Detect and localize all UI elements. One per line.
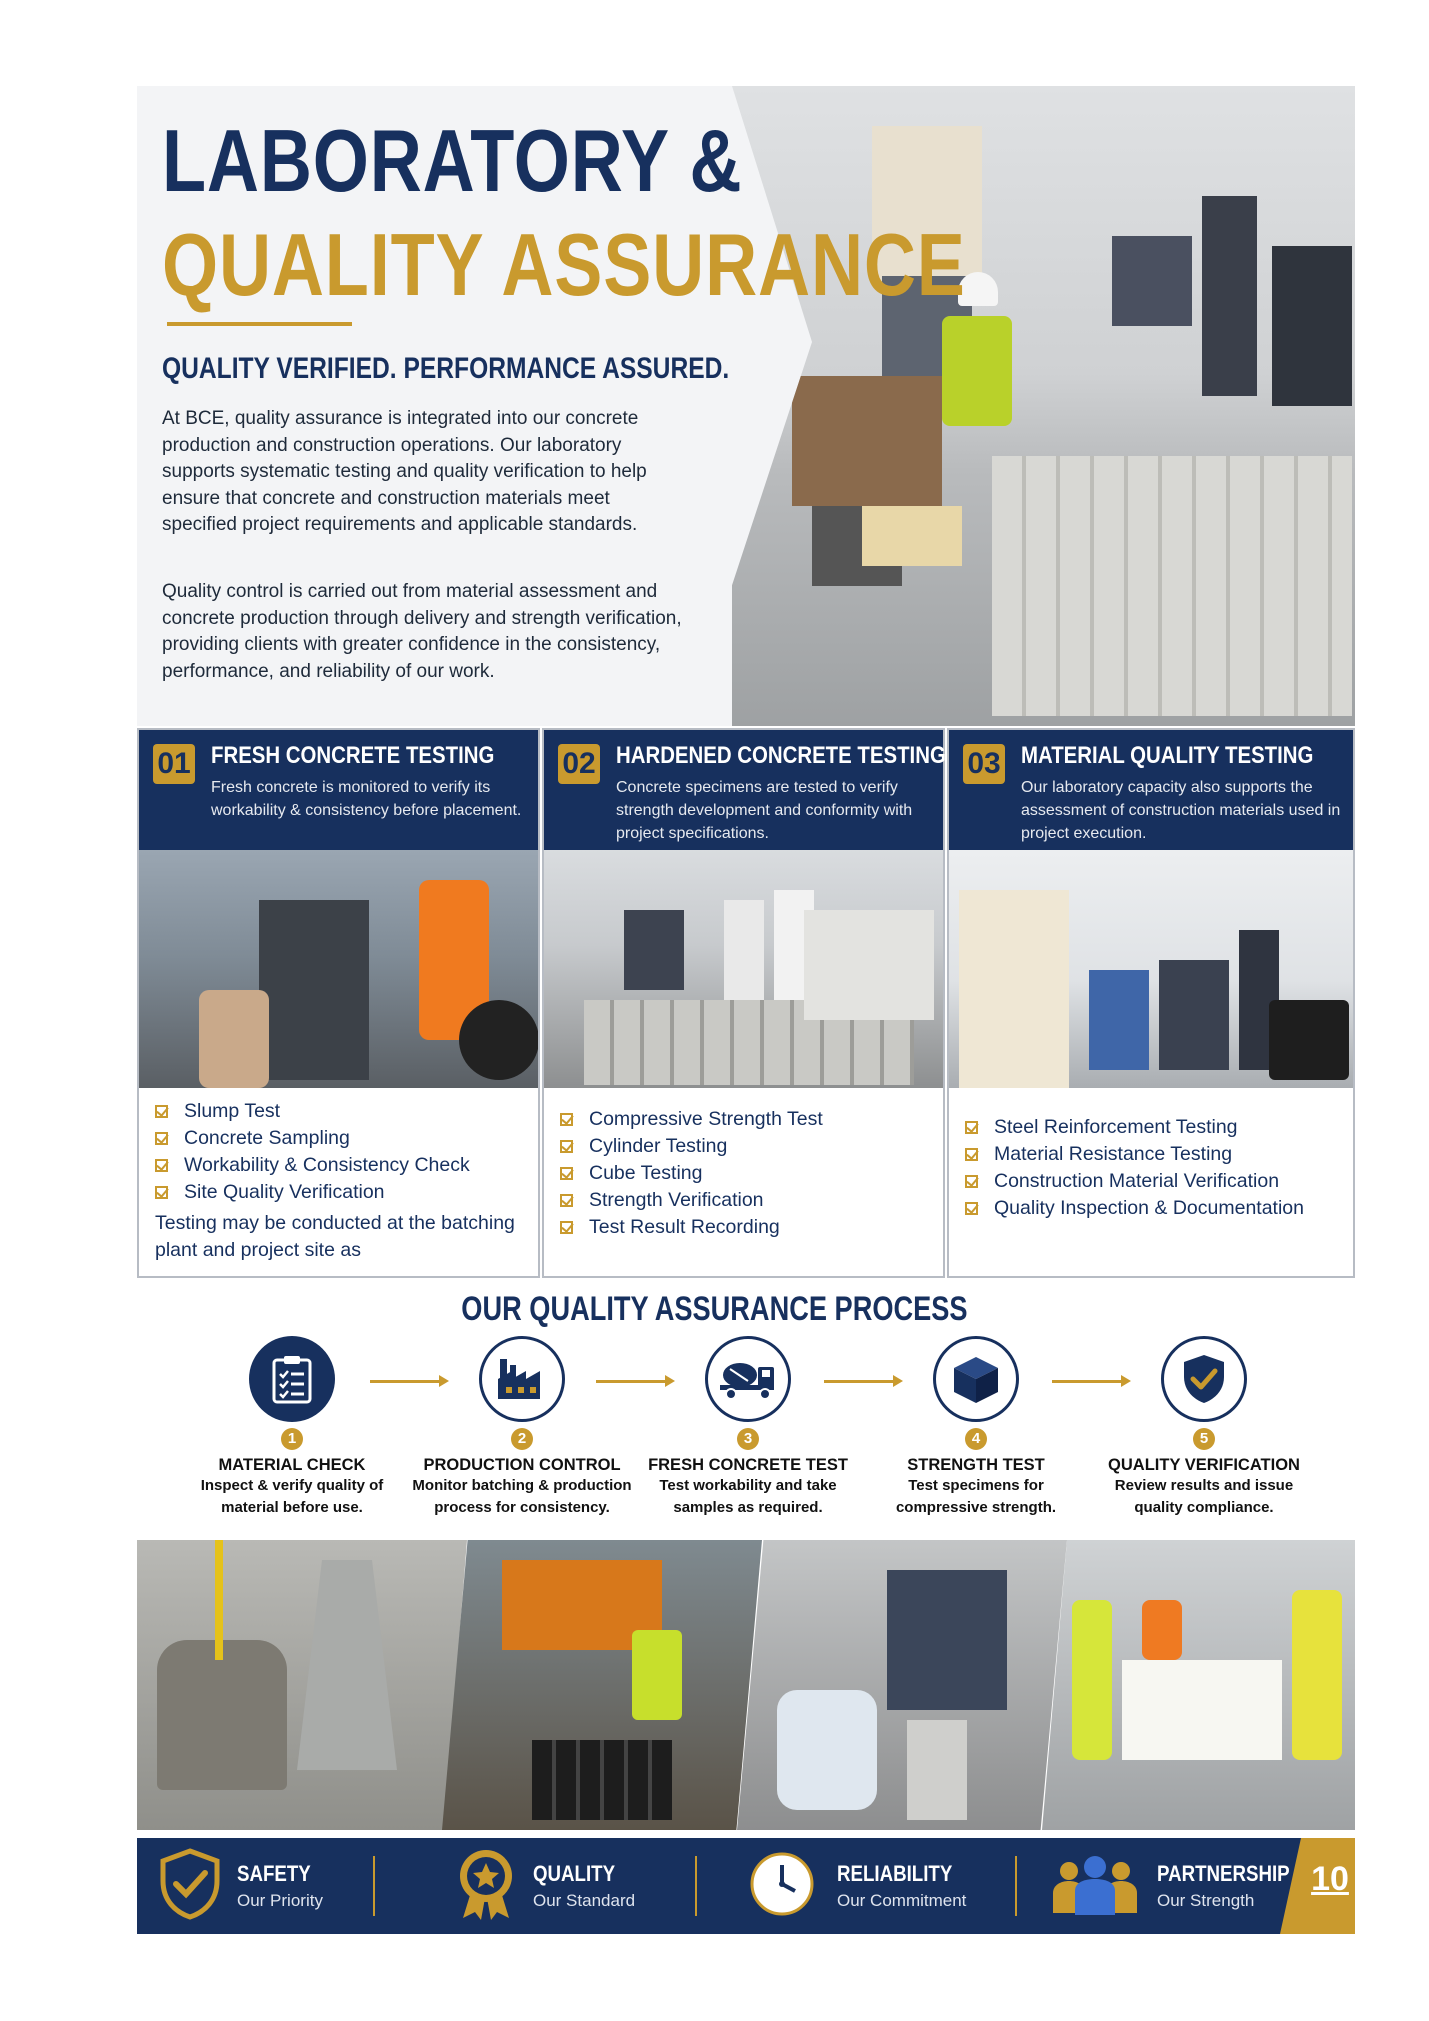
process-step-material-check xyxy=(182,1336,402,1519)
step-title: PRODUCTION CONTROL xyxy=(423,1456,621,1474)
step-number: 3 xyxy=(737,1428,759,1450)
step-description: material before use. xyxy=(221,1499,363,1516)
card-title: HARDENED CONCRETE TESTING xyxy=(616,742,946,769)
concrete-mixer-truck-icon xyxy=(705,1336,791,1422)
step-description: samples as required. xyxy=(673,1499,823,1516)
checklist xyxy=(560,1106,940,1241)
card-number-badge: 02 xyxy=(558,744,600,784)
card-description: Our laboratory capacity also supports the assessment of construction materials used in project execution. xyxy=(1021,779,1341,842)
intro-paragraph-2: Quality control is carried out from material assessment and concrete production through delivery and strength verification, providing clients with greater confidence in the consistency, performance, and reliability of our work. xyxy=(162,581,682,682)
card-description: Concrete specimens are tested to verify strength development and conformity with project specifications. xyxy=(616,779,913,842)
list-item: Steel Reinforcement Testing xyxy=(965,1114,1345,1141)
title-divider xyxy=(167,322,352,326)
checkbox-icon xyxy=(965,1121,978,1134)
list-item: Strength Verification xyxy=(560,1187,940,1214)
process-step-fresh-concrete-test xyxy=(638,1336,858,1519)
hero-title-line1: LABORATORY & xyxy=(162,111,743,210)
footer-title: QUALITY xyxy=(533,1861,616,1886)
card-fresh-concrete xyxy=(137,728,540,1278)
step-title: MATERIAL CHECK xyxy=(218,1456,366,1474)
checkbox-icon xyxy=(560,1194,573,1207)
process-title: OUR QUALITY ASSURANCE PROCESS xyxy=(461,1290,968,1328)
card-hardened-concrete xyxy=(542,728,945,1278)
card-title: MATERIAL QUALITY TESTING xyxy=(1021,742,1314,769)
hero-tagline: QUALITY VERIFIED. PERFORMANCE ASSURED. xyxy=(162,352,730,385)
process-step-strength-test xyxy=(866,1336,1086,1519)
checkbox-icon xyxy=(155,1105,168,1118)
slump-test-photo xyxy=(139,850,538,1088)
clock-icon xyxy=(749,1851,815,1922)
checkbox-icon xyxy=(560,1113,573,1126)
step-title: FRESH CONCRETE TEST xyxy=(648,1456,848,1474)
shield-check-icon xyxy=(1161,1336,1247,1422)
checkbox-icon xyxy=(155,1186,168,1199)
checkbox-icon xyxy=(155,1132,168,1145)
step-description: Monitor batching & production xyxy=(412,1477,632,1494)
list-item: Material Resistance Testing xyxy=(965,1141,1345,1168)
step-number: 5 xyxy=(1193,1428,1215,1450)
laboratory-photo xyxy=(732,86,1355,726)
factory-icon xyxy=(479,1336,565,1422)
intro-paragraph-1: At BCE, quality assurance is integrated into our concrete production and construction operations. Our laboratory supports systematic testing and quality verification to help ensure that concrete and construction materials meet specified project requirements and applicable standards. xyxy=(162,408,647,535)
step-description: compressive strength. xyxy=(895,1499,1057,1516)
footer-subtitle: Our Commitment xyxy=(837,1891,967,1910)
step-description: Inspect & verify quality of xyxy=(200,1477,384,1494)
list-item: Concrete Sampling xyxy=(155,1125,535,1152)
clipboard-checklist-icon xyxy=(249,1336,335,1422)
checkbox-icon xyxy=(560,1221,573,1234)
checkbox-icon xyxy=(560,1167,573,1180)
slump-cone-photo xyxy=(137,1540,467,1830)
footer-title: SAFETY xyxy=(237,1861,311,1886)
footer-divider xyxy=(373,1856,375,1916)
list-item: Slump Test xyxy=(155,1098,535,1125)
step-title: STRENGTH TEST xyxy=(907,1456,1045,1474)
hero-title-line2: QUALITY ASSURANCE xyxy=(162,215,966,314)
list-item: Cylinder Testing xyxy=(560,1133,940,1160)
footer-subtitle: Our Standard xyxy=(533,1891,636,1910)
checklist xyxy=(155,1098,535,1264)
team-people-icon xyxy=(1049,1851,1141,1922)
card-number-badge: 01 xyxy=(153,744,195,784)
card-note: Testing may be conducted at the batching plant and project site as xyxy=(155,1212,515,1261)
step-description: Test specimens for xyxy=(908,1477,1044,1494)
checklist xyxy=(965,1114,1345,1222)
footer-item-reliability xyxy=(749,1838,973,1934)
hero-section xyxy=(137,86,1355,726)
step-title: QUALITY VERIFICATION xyxy=(1108,1456,1300,1474)
team-verification-photo xyxy=(1042,1540,1355,1830)
footer-title: RELIABILITY xyxy=(837,1861,953,1886)
step-number: 4 xyxy=(965,1428,987,1450)
footer-item-safety xyxy=(159,1838,324,1934)
photo-strip xyxy=(137,1540,1355,1830)
step-description: quality compliance. xyxy=(1134,1499,1274,1516)
card-header xyxy=(949,730,1353,850)
list-item: Quality Inspection & Documentation xyxy=(965,1195,1345,1222)
list-item: Compressive Strength Test xyxy=(560,1106,940,1133)
footer-bar xyxy=(137,1838,1355,1934)
lab-testing-photo xyxy=(737,1540,1067,1830)
list-item: Construction Material Verification xyxy=(965,1168,1345,1195)
footer-title: PARTNERSHIP xyxy=(1157,1861,1290,1886)
list-item: Cube Testing xyxy=(560,1160,940,1187)
shield-check-icon xyxy=(159,1848,221,1925)
checkbox-icon xyxy=(965,1175,978,1188)
process-step-quality-verification xyxy=(1094,1336,1314,1519)
list-item: Test Result Recording xyxy=(560,1214,940,1241)
checkbox-icon xyxy=(155,1159,168,1172)
checkbox-icon xyxy=(560,1140,573,1153)
card-header xyxy=(139,730,538,850)
footer-divider xyxy=(1015,1856,1017,1916)
step-number: 1 xyxy=(281,1428,303,1450)
process-step-production-control xyxy=(412,1336,632,1519)
step-description: process for consistency. xyxy=(434,1499,610,1516)
site-sampling-photo xyxy=(442,1540,762,1830)
checkbox-icon xyxy=(965,1202,978,1215)
card-header xyxy=(544,730,946,850)
checkbox-icon xyxy=(965,1148,978,1161)
page-number: 10 xyxy=(1311,1860,1349,1898)
testing-machines-photo xyxy=(949,850,1353,1088)
concrete-cube-icon xyxy=(933,1336,1019,1422)
card-material-quality xyxy=(947,728,1355,1278)
card-title: FRESH CONCRETE TESTING xyxy=(211,742,495,769)
footer-subtitle: Our Priority xyxy=(237,1891,323,1910)
step-description: Test workability and take xyxy=(659,1477,837,1494)
footer-item-quality xyxy=(455,1838,635,1934)
list-item: Site Quality Verification xyxy=(155,1179,535,1206)
footer-item-partnership xyxy=(1049,1838,1313,1934)
award-medal-icon xyxy=(455,1846,517,1927)
card-number-badge: 03 xyxy=(963,744,1005,784)
footer-subtitle: Our Strength xyxy=(1157,1891,1255,1910)
list-item: Workability & Consistency Check xyxy=(155,1152,535,1179)
footer-divider xyxy=(695,1856,697,1916)
step-description: Review results and issue xyxy=(1114,1477,1294,1494)
step-number: 2 xyxy=(511,1428,533,1450)
specimen-storage-photo xyxy=(544,850,943,1088)
card-description: Fresh concrete is monitored to verify its workability & consistency before placement. xyxy=(211,779,522,819)
